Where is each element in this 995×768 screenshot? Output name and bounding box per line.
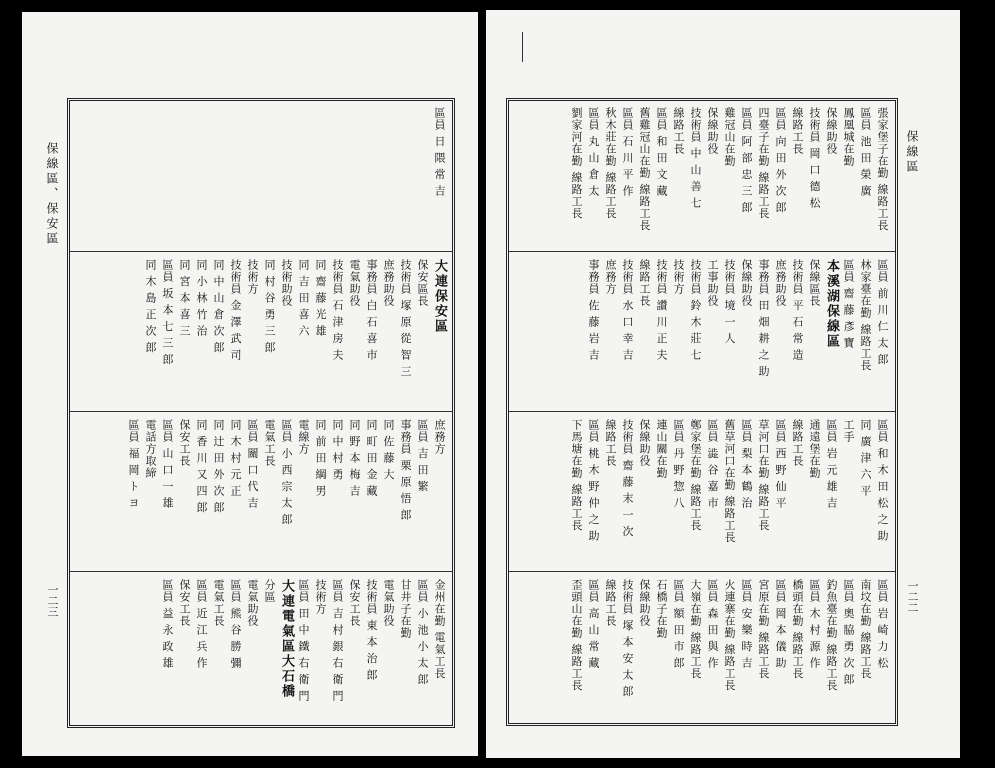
entry: 下馬塘在勤 線路工長	[570, 419, 583, 532]
entry: 保線助役	[638, 419, 651, 467]
entry: 事務員 佐 藤 岩 吉	[587, 259, 600, 361]
entry: 技術員 境 一 人	[723, 259, 736, 345]
entry: 區員 近 江 兵 作	[195, 579, 208, 669]
entry: 鄭家堡在勤 線路工長	[689, 419, 702, 532]
entry: 區員 日 隈 常 吉	[433, 107, 446, 197]
section-heading: 大連保安區	[432, 259, 447, 334]
right-side-label: 保線區	[905, 130, 919, 175]
row-divider	[70, 411, 452, 412]
entry: 技術員 讚 川 正 夫	[655, 259, 668, 361]
left-page	[22, 12, 478, 756]
entry: 區員 熊 谷 勝 彌	[229, 579, 242, 669]
right-row-1	[509, 101, 895, 251]
entry: 區員 前 川 仁 太 郎	[876, 259, 889, 366]
left-page-number: 一二三	[46, 584, 59, 617]
entry: 張家堡子在勤 線路工長	[876, 107, 889, 232]
entry: 事務員 栗 原 悟 郎	[399, 419, 412, 521]
entry: 技術員 石 津 房 夫	[331, 259, 344, 361]
entry: 同 木 村 元 正	[229, 419, 242, 497]
entry: 電氣工長	[212, 579, 225, 627]
entry: 區員 奧 脇 勇 次 郎	[842, 579, 855, 686]
entry: 同 齋 藤 光 雄	[314, 259, 327, 337]
entry: 區員 和 木 田 松 之 助	[876, 419, 889, 542]
entry: 庶務助役	[774, 259, 787, 307]
entry: 同 佐 藤 大	[382, 419, 395, 481]
entry: 區員 吉 田 繁	[416, 419, 429, 493]
entry: 四臺子在勤 線路工長	[757, 107, 770, 220]
right-row-2	[509, 253, 895, 409]
entry: 釣魚臺在勤 線路工長	[825, 579, 838, 692]
entry: 區員 高 山 常 藏	[587, 579, 600, 669]
entry: 技術員 東 本 治 郎	[365, 579, 378, 681]
entry: 保線區長	[808, 259, 821, 307]
entry: 同 中 山 倉 次 郎	[212, 259, 225, 354]
entry: 同 村 谷 勇 三 郎	[263, 259, 276, 354]
row-divider	[70, 571, 452, 572]
entry: 區員 小 池 小 太 郎	[416, 579, 429, 686]
entry: 甘井子在勤	[399, 579, 412, 639]
entry: 工手	[842, 419, 855, 443]
entry: 金州在勤 電氣工長	[433, 579, 446, 680]
entry: 技術方	[314, 579, 327, 615]
entry: 區員 關 口 代 吉	[246, 419, 259, 509]
entry: 區員 岡 本 儀 助	[774, 579, 787, 669]
entry: 技術方	[246, 259, 259, 295]
entry: 區員 安 樂 時 吉	[740, 579, 753, 669]
entry: 技術員 岡 口 德 松	[808, 107, 821, 209]
entry: 同 辻 田 外 次 郎	[212, 419, 225, 514]
left-row-2	[70, 253, 452, 409]
entry: 火連寨在勤 線路工長	[723, 579, 736, 692]
entry: 技術員 金 澤 武 司	[229, 259, 242, 361]
entry: 同 小 林 竹 治	[195, 259, 208, 337]
entry: 電話方取締	[144, 419, 157, 479]
entry: 技術員 中 山 善 七	[689, 107, 702, 209]
entry: 技術員 平 石 常 造	[791, 259, 804, 361]
entry: 區員 坂 本 七 三 郎	[161, 259, 174, 366]
entry: 區員 丸 山 倉 太	[587, 107, 600, 197]
entry: 技術助役	[280, 259, 293, 307]
entry: 技術員 齋 藤 末 一 次	[621, 419, 634, 538]
section-heading: 大連電氣區大石橋	[279, 579, 294, 699]
margin-mark	[522, 32, 523, 62]
entry: 宮原在勤 線路工長	[757, 579, 770, 680]
entry: 保安工長	[178, 419, 191, 467]
row-divider	[509, 251, 895, 252]
entry: 區員 福 岡 ト ヨ	[127, 419, 140, 509]
right-page	[486, 10, 960, 758]
entry: 電氣助役	[348, 259, 361, 307]
entry: 線路工長	[672, 107, 685, 155]
entry: 電氣助役	[382, 579, 395, 627]
entry: 區員 岩 崎 力 松	[876, 579, 889, 669]
entry: 區員 丹 野 惣 八	[672, 419, 685, 509]
entry: 區員 吉 村 銀 右 衛 門	[331, 579, 344, 702]
entry: 舊雞冠山在勤 線路工長	[638, 107, 651, 232]
entry: 大嶺在勤 線路工長	[689, 579, 702, 680]
entry: 事務員 白 石 喜 市	[365, 259, 378, 361]
entry: 線路工長	[604, 579, 617, 627]
entry: 線路工長	[638, 259, 651, 307]
entry: 技術員 塚 原 從 智 三	[399, 259, 412, 378]
entry: 連山關在勤	[655, 419, 668, 479]
entry: 保線助役	[706, 107, 719, 155]
entry: 林家臺在勤 線路工長	[859, 259, 872, 372]
entry: 歪頭山在勤 線路工長	[570, 579, 583, 692]
entry: 區員 額 田 市 郎	[672, 579, 685, 669]
entry: 區員 木 村 源 作	[808, 579, 821, 669]
entry: 保安區長	[416, 259, 429, 307]
entry: 保安工長	[178, 579, 191, 627]
left-row-1	[70, 101, 452, 251]
entry: 區員 石 川 平 作	[621, 107, 634, 197]
entry: 保線助役	[740, 259, 753, 307]
entry: 區員 池 田 榮 廣	[859, 107, 872, 197]
entry: 技術員 鈴 木 莊 七	[689, 259, 702, 361]
entry: 保安工長	[348, 579, 361, 627]
entry: 技術員 塚 本 安 太 郎	[621, 579, 634, 698]
entry: 區員 田 中 鐵 右 衛 門	[297, 579, 310, 702]
entry: 石橋子在勤	[655, 579, 668, 639]
entry: 保線助役	[638, 579, 651, 627]
entry: 工事助役	[706, 259, 719, 307]
entry: 電氣工長	[263, 419, 276, 467]
entry: 分區	[263, 579, 276, 603]
left-row-3	[70, 413, 452, 569]
entry: 技術方	[672, 259, 685, 295]
entry: 區員 澁 谷 嘉 市	[706, 419, 719, 509]
entry: 南坟在勤 線路工長	[859, 579, 872, 680]
entry: 庶務助役	[382, 259, 395, 307]
right-page-number: 一二二	[906, 580, 919, 613]
entry: 區員 梨 本 鶴 治	[740, 419, 753, 509]
entry: 同 前 田 綱 男	[314, 419, 327, 497]
entry: 雞冠山在勤	[723, 107, 736, 167]
entry: 電氣助役	[246, 579, 259, 627]
entry: 通遠堡在勤	[808, 419, 821, 479]
entry: 區員 岩 元 雄 吉	[825, 419, 838, 509]
entry: 區員 益 永 政 雄	[161, 579, 174, 669]
entry: 同 野 本 梅 吉	[348, 419, 361, 497]
entry: 區員 西 野 仙 平	[774, 419, 787, 509]
entry: 事務員 田 畑 耕 之 助	[757, 259, 770, 378]
entry: 線路工長	[791, 419, 804, 467]
entry: 同 中 村 勇	[331, 419, 344, 481]
entry: 同 廣 津 六 平	[859, 419, 872, 497]
entry: 線路工長	[604, 419, 617, 467]
entry: 區員 桃 木 野 仲 之 助	[587, 419, 600, 542]
entry: 庶務方	[604, 259, 617, 295]
entry: 區員 森 田 與 作	[706, 579, 719, 669]
entry: 區員 和 田 文 藏	[655, 107, 668, 197]
row-divider	[70, 251, 452, 252]
row-divider	[509, 411, 895, 412]
entry: 橋頭在勤 線路工長	[791, 579, 804, 680]
right-row-4	[509, 573, 895, 723]
right-table-frame	[506, 98, 898, 726]
entry: 同 吉 田 喜 六	[297, 259, 310, 337]
entry: 保線助役	[825, 107, 838, 155]
left-table-frame	[67, 98, 455, 728]
entry: 秋木莊在勤 線路工長	[604, 107, 617, 220]
right-row-3	[509, 413, 895, 569]
entry: 區員 阿 部 忠 三 郎	[740, 107, 753, 214]
entry: 區員 齋 藤 彥 寶	[842, 259, 855, 349]
entry: 線路工長	[791, 107, 804, 155]
row-divider	[509, 571, 895, 572]
entry: 草河口在勤 線路工長	[757, 419, 770, 532]
entry: 舊草河口在勤 線路工長	[723, 419, 736, 544]
entry: 技術員 水 口 幸 吉	[621, 259, 634, 361]
entry: 劉家河在勤 線路工長	[570, 107, 583, 220]
entry: 鳳凰城在勤	[842, 107, 855, 167]
left-row-4	[70, 573, 452, 725]
entry: 區員 小 西 宗 太 郎	[280, 419, 293, 526]
entry: 同 町 田 金 藏	[365, 419, 378, 497]
entry: 庶務方	[433, 419, 446, 455]
section-heading: 本溪湖保線區	[824, 259, 839, 349]
entry: 同 宮 本 喜 三	[178, 259, 191, 337]
entry: 電線方	[297, 419, 310, 455]
entry: 同 香 川 又 四 郎	[195, 419, 208, 514]
left-side-label: 保線區、保安區	[45, 142, 59, 247]
entry: 同 木 島 正 次 郎	[144, 259, 157, 354]
entry: 區員 向 田 外 次 郎	[774, 107, 787, 214]
entry: 區員 山 口 一 雄	[161, 419, 174, 509]
